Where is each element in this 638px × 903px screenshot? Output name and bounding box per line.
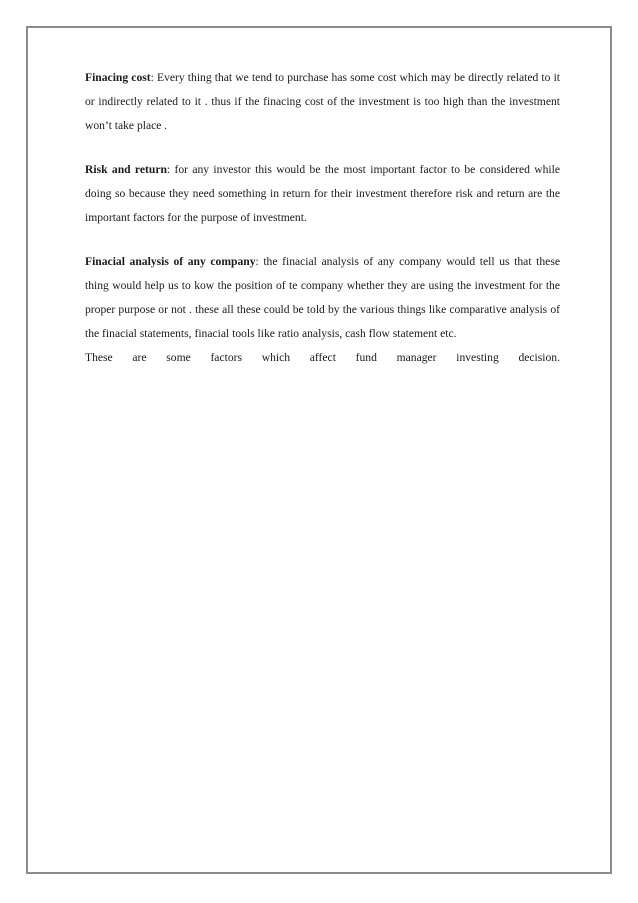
closing-line: These are some factors which affect fund manager investing decision. [85, 351, 560, 364]
term-financing-cost: Finacing cost [85, 71, 151, 84]
text-financing-cost: : Every thing that we tend to purchase has some cost which may be directly related to it or indirectly related to it . thus if the finacing cost of the investment is too high than the investment won’t take place . [85, 71, 561, 132]
paragraph-financial-analysis [85, 250, 560, 346]
paragraph-financing-cost [85, 66, 560, 138]
term-risk-and-return: Risk and return [85, 163, 167, 176]
text-risk-and-return: : for any investor this would be the most important factor to be considered while doing so because they need something in return for their investment therefore risk and return are the important factors for the purpose of investment. [85, 163, 560, 224]
text-financial-analysis: : the finacial analysis of any company would tell us that these thing would help us to kow the position of te company whether they are using the investment for the proper purpose or not . these all these could be told by the various things like comparative analysis of the finacial statements, finacial tools like ratio analysis, cash flow statement etc. [85, 255, 560, 340]
document-body [85, 66, 560, 370]
paragraph-risk-and-return [85, 158, 560, 230]
term-financial-analysis: Finacial analysis of any company [85, 255, 256, 268]
